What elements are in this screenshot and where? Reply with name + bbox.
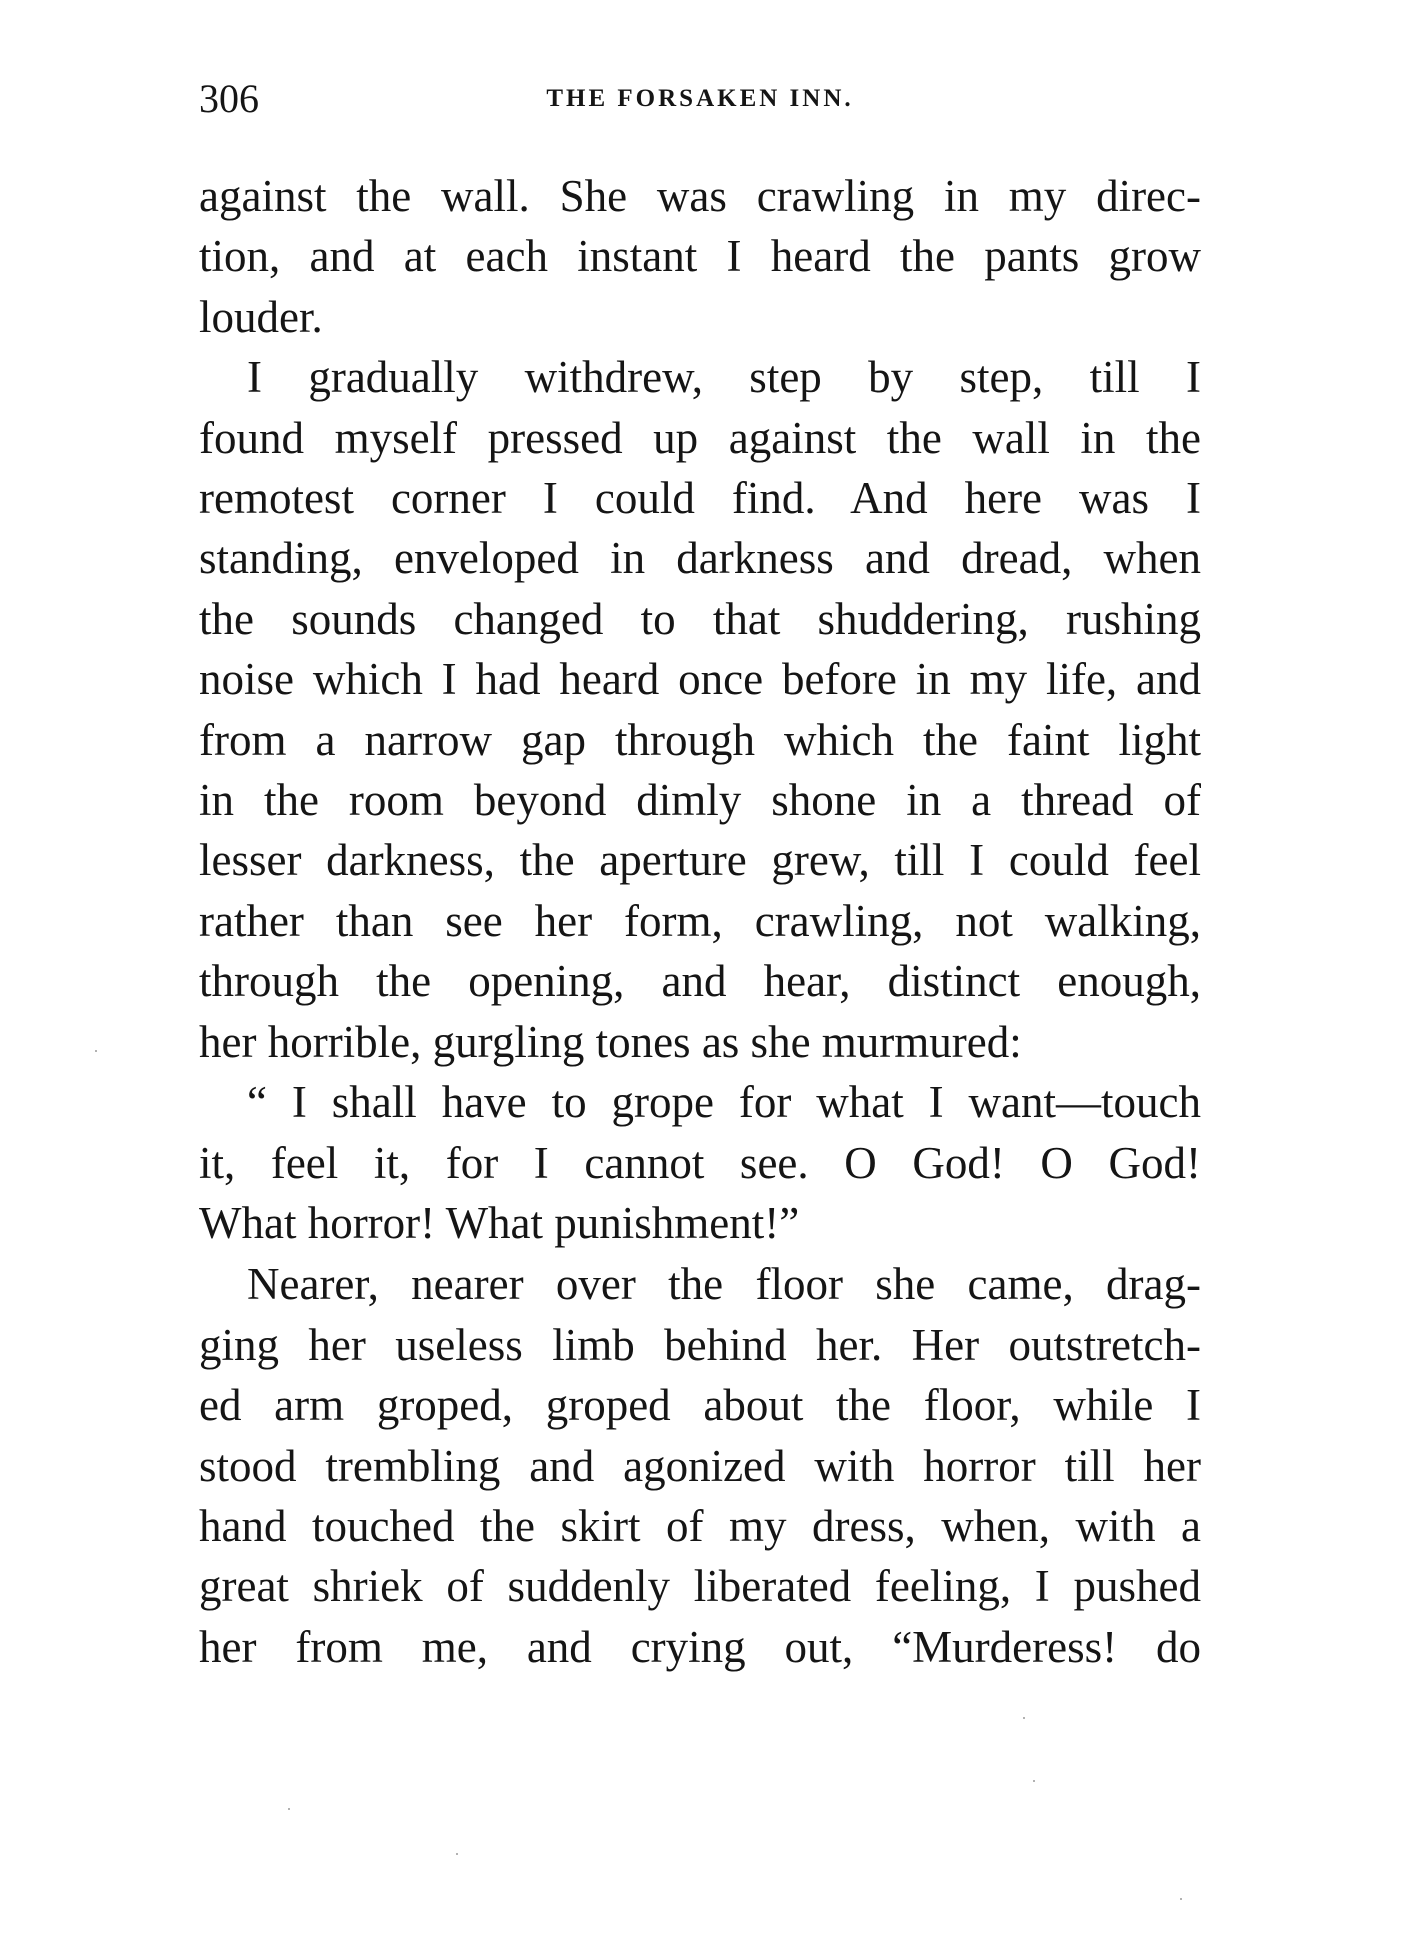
text-line: louder.: [199, 291, 323, 342]
text-line: great shriek of suddenly liberated feeling, I pushed: [199, 1561, 1201, 1612]
text-line: lesser darkness, the aperture grew, till I could feel: [199, 835, 1201, 886]
text-line: her horrible, gurgling tones as she murmured:: [199, 1016, 1022, 1067]
text-line: against the wall. She was crawling in my direc-: [199, 171, 1201, 221]
text-line: noise which I had heard once before in my life, and: [199, 654, 1201, 705]
text-line: found myself pressed up against the wall in the: [199, 412, 1201, 463]
text-line: ed arm groped, groped about the floor, while I: [199, 1380, 1201, 1431]
scan-speck: [288, 1808, 290, 1810]
running-title: THE FORSAKEN INN.: [546, 85, 854, 112]
text-line: rather than see her form, crawling, not walking,: [199, 895, 1201, 946]
page-number: 306: [199, 76, 259, 121]
scan-speck: [1033, 1780, 1035, 1782]
paragraph: [199, 1254, 1201, 1677]
scan-speck: [456, 1853, 458, 1855]
text-line: remotest corner I could find. And here was I: [199, 473, 1201, 524]
running-head: [199, 74, 1201, 124]
text-line: stood trembling and agonized with horror till her: [199, 1440, 1201, 1491]
text-line: ging her useless limb behind her. Her outstretch-: [199, 1319, 1201, 1370]
text-line: What horror! What punishment!”: [199, 1197, 800, 1248]
paragraph: [199, 1072, 1201, 1253]
text-line: it, feel it, for I cannot see. O God! O God!: [199, 1137, 1201, 1188]
text-line: tion, and at each instant I heard the pants grow: [199, 231, 1201, 282]
scan-speck: [95, 1050, 97, 1052]
text-line: hand touched the skirt of my dress, when, with a: [199, 1500, 1201, 1551]
text-line: “ I shall have to grope for what I want—touch: [247, 1077, 1201, 1128]
text-line: standing, enveloped in darkness and dread, when: [199, 533, 1201, 584]
text-line: I gradually withdrew, step by step, till I: [247, 352, 1201, 403]
text-line: through the opening, and hear, distinct enough,: [199, 956, 1201, 1007]
paragraph: [199, 166, 1201, 347]
text-line: the sounds changed to that shuddering, rushing: [199, 593, 1201, 644]
text-line: from a narrow gap through which the faint light: [199, 714, 1201, 765]
text-line: her from me, and crying out, “Murderess! do: [199, 1621, 1201, 1672]
body-text: [199, 166, 1201, 1677]
scan-speck: [1180, 1898, 1182, 1900]
text-line: Nearer, nearer over the floor she came, drag-: [247, 1259, 1201, 1310]
text-line: in the room beyond dimly shone in a thread of: [199, 775, 1201, 826]
paragraph: [199, 347, 1201, 1072]
scan-speck: [1023, 1717, 1025, 1719]
